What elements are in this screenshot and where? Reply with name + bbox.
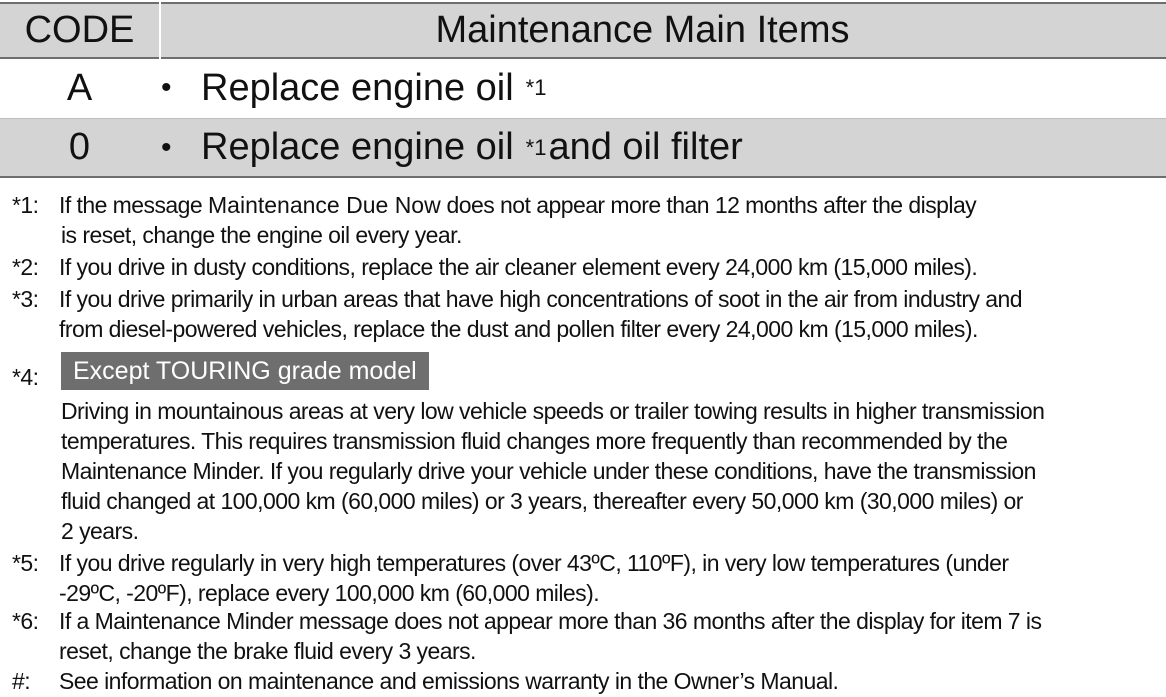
table-row xyxy=(0,59,1166,117)
footnote-line: fluid changed at 100,000 km (60,000 miles) or 3 years, thereafter every 50,000 km (30,000 miles) or xyxy=(61,488,1023,514)
row-code: 0 xyxy=(68,126,91,168)
footnote-label: *4: xyxy=(12,364,39,390)
maintenance-message: Maintenance Due Now xyxy=(208,192,441,218)
footnote-label: #: xyxy=(12,668,31,694)
row-item xyxy=(159,126,1166,169)
footnote-line: If the message xyxy=(59,192,203,218)
footnote-label: *5: xyxy=(12,550,39,576)
code-column-header: CODE xyxy=(24,9,135,51)
footnote-line: is reset, change the engine oil every year. xyxy=(61,222,462,248)
footnote-line: reset, change the brake fluid every 3 years. xyxy=(59,638,476,664)
footnote-line: -29ºC, -20ºF), replace every 100,000 km (60,000 miles). xyxy=(59,580,600,606)
footnote-line: from diesel-powered vehicles, replace the dust and pollen filter every 24,000 km (15,000 miles). xyxy=(59,316,978,342)
footnote-line: does not appear more than 12 months after the display xyxy=(446,192,977,218)
table-header-row xyxy=(0,2,1166,59)
footnote-line: temperatures. This requires transmission fluid changes more frequently than recommended by the xyxy=(61,428,1008,454)
footnote-ref: *1 xyxy=(525,134,547,160)
footnote-ref: *1 xyxy=(525,75,547,100)
footnote-line: If a Maintenance Minder message does not appear more than 36 months after the display for item 7 is xyxy=(59,608,1042,634)
row-item-text: Replace engine oil xyxy=(201,66,514,109)
footnote-line: 2 years. xyxy=(61,518,139,544)
row-item xyxy=(159,67,1166,110)
footnote-text xyxy=(59,190,1164,250)
bullet-icon: • xyxy=(161,71,172,104)
row-item-text: Replace engine oil xyxy=(201,126,514,168)
header-divider xyxy=(159,2,161,59)
row-item-suffix: and oil filter xyxy=(548,126,743,168)
footnote-line: If you drive primarily in urban areas that have high concentrations of soot in the air from industry and xyxy=(59,286,1022,312)
footnote-line: Maintenance Minder. If you regularly drive your vehicle under these conditions, have the transmission xyxy=(61,458,1036,484)
table-row xyxy=(0,118,1166,178)
bullet-icon: • xyxy=(161,130,172,164)
footnote-label: *3: xyxy=(12,286,39,312)
row-code: A xyxy=(66,66,93,109)
items-column-header: Maintenance Main Items xyxy=(435,9,850,51)
model-badge: Except TOURING grade model xyxy=(61,352,429,390)
footnote-label: *2: xyxy=(12,254,39,280)
footnote-line: See information on maintenance and emissions warranty in the Owner’s Manual. xyxy=(59,668,839,694)
footnote-label: *6: xyxy=(12,608,39,634)
footnote-label: *1: xyxy=(12,192,39,218)
footnote-line: Driving in mountainous areas at very low vehicle speeds or trailer towing results in higher transmission xyxy=(61,398,1045,424)
footnote-line: If you drive regularly in very high temperatures (over 43ºC, 110ºF), in very low temperatures (under xyxy=(59,550,1009,576)
footnote-line: If you drive in dusty conditions, replace the air cleaner element every 24,000 km (15,000 miles). xyxy=(59,254,978,280)
